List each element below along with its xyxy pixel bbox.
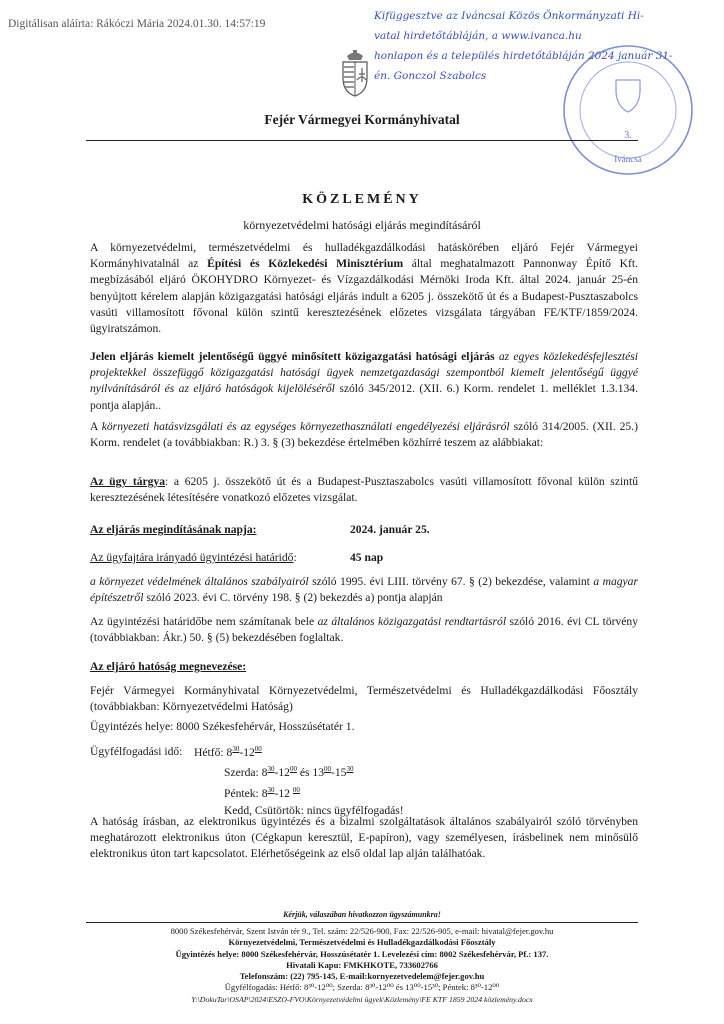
footer-phone-email: Telefonszám: (22) 795-145, E-mail:kornyezetvedelem@fejer.gov.hu [239, 971, 485, 982]
time: 8 [261, 786, 268, 800]
time-sup: 30 [267, 765, 275, 774]
handwritten-line: én. Gonczol Szabolcs [374, 70, 487, 82]
deadline-value: 45 nap [350, 551, 384, 564]
day: Péntek: [224, 786, 259, 800]
page-subtitle: környezetvédelmi hatósági eljárás megindításáról [243, 218, 481, 232]
footer-divider [86, 922, 638, 923]
priority-statement: Jelen eljárás kiemelt jelentőségű üggyé minősített közigazgatási hatósági eljárás [90, 350, 495, 363]
stamp-number: 3. [624, 130, 632, 141]
day: Hétfő: [194, 745, 224, 759]
time-sup: 30 [267, 785, 275, 794]
law-title: a magyar építészetről [90, 575, 638, 605]
subject-paragraph [90, 474, 638, 506]
legal-basis-paragraph [90, 574, 638, 606]
digital-signature-line: Digitálisan aláírta: Rákóczi Mária 2024.01.30. 14:57:19 [8, 18, 266, 30]
text: A környezetvédelmi, természetvédelmi és hulladékgazdálkodási hatáskörében eljáró Fejér Vármegyei Kormányhivatalnál az [90, 241, 638, 271]
deadline-colon: : [293, 551, 297, 564]
handwritten-line: Kifüggesztve az Iváncsai Közös Önkormányzati Hi- [374, 10, 644, 22]
announcement-paragraph [90, 419, 638, 451]
time: 8 [226, 745, 233, 759]
stamp-crest-icon [616, 80, 640, 112]
subject-label: Az ügy tárgya [90, 475, 166, 488]
footer-file-path: Y:\DokuTar\OSAP\2024\ESZO-FVO\Környezetvédelmi ügyek\Közlemény\FE KTF 1859 2024 közlemény.docx [191, 994, 533, 1004]
ministry-name: Építési és Közlekedési Minisztérium [207, 257, 404, 271]
deadline-label [90, 551, 297, 564]
footer-office-address: Ügyintézés helye: 8000 Székesfehérvár, Hosszúsétatér 1. Levelezési cím: 8002 Székesfehérvár, Pf.: 137. [175, 948, 549, 959]
text: Az ügyintézési határidőbe nem számítanak bele [90, 615, 318, 628]
handwritten-line: honlapon és a település hirdetőtábláján 2024 január 31- [374, 50, 673, 62]
regulation-title: környezeti hatásvizsgálati és az egységes környezethasználati engedélyezési eljárásról [101, 420, 510, 433]
page-title: KÖZLEMÉNY [302, 192, 422, 207]
office-hours-row [194, 741, 404, 761]
header-divider [86, 140, 638, 141]
official-stamp [558, 40, 698, 180]
text: szóló 1995. évi LIII. törvény 67. § (2) bekezdése, valamint [308, 575, 594, 588]
office-location: Ügyintézés helye: 8000 Székesfehérvár, Hosszúsétatér 1. [90, 720, 355, 733]
text: szóló 314/2005. (XII. 25.) Korm. rendelet (a továbbiakban: R.) 3. § (3) bekezdése értelmében közhírré teszem az alábbiakat: [90, 420, 638, 450]
law-title: a környezet védelmének általános szabályairól [90, 575, 309, 588]
office-hours-table [194, 741, 404, 820]
time-sup: 00 [324, 765, 331, 774]
day: Szerda: [224, 766, 259, 780]
intro-paragraph [90, 240, 638, 337]
time-sup: 00 [289, 765, 297, 774]
contact-paragraph: A hatóság írásban, az elektronikus ügyintézés és a bizalmi szolgáltatások általános szabályairól szóló törvényben meghatározott elektronikus úton (Cégkapun keresztül, E-papíron), vagy személyesen, írásbelinek nem minősülő elektronikus úton tart kapcsolatot. Elérhetőségeink az első oldal lap alján találhatóak. [90, 815, 638, 861]
time: -12 [239, 745, 255, 759]
footer-gateway: Hivatali Kapu: FMKHKOTE, 733602766 [286, 959, 438, 970]
time: és 13 [296, 766, 324, 780]
text: szóló 2016. évi CL törvény (továbbiakban: Ákr.) 50. § (5) bekezdésében foglaltak. [90, 615, 639, 645]
footer-block [0, 926, 724, 1005]
authority-heading: Az eljáró hatóság megnevezése: [90, 660, 247, 673]
time: -12 [274, 766, 290, 780]
time: -15 [331, 766, 347, 780]
text: szóló 345/2012. (XII. 6.) Korm. rendelet 1. melléklet 1.3.134. pontja alapján.. [90, 382, 638, 412]
text: által meghatalmazott Pannonway Építő Kft. megbízásából eljáró ÖKOHYDRO Környezet- és Vízgazdálkodási Mérnöki Iroda Kft. által 2024. január 25-én benyújtott kérelem alapján közigazgatási hatósági eljárás indult a 6205 j. összekötő út és a Budapest-Pusztaszabolcs vasúti villamosított fővonal külön szintű keresztezésének előzetes vizsgálata tárgyában FE/KTF/1859/2024. ügyiratszámon. [90, 257, 638, 336]
time: -12 [274, 786, 293, 800]
office-hours-label: Ügyfélfogadási idő: [90, 745, 183, 758]
office-hours-closed: Kedd, Csütörtök: nincs ügyfélfogadás! [224, 804, 404, 818]
text: szóló 2023. évi C. törvény 198. § (2) bekezdés a) pontja alapján [143, 591, 443, 605]
footer-address: 8000 Székesfehérvár, Szent István tér 9., Tel. szám: 22/526-900, Fax: 22/526-905, e-mail: hivatal@fejer.gov.hu [170, 926, 554, 936]
priority-paragraph [90, 349, 638, 414]
deadline-exclusion-paragraph [90, 614, 638, 646]
time: 8 [261, 766, 268, 780]
time-sup: 00 [254, 745, 262, 753]
office-hours-row [194, 782, 404, 802]
start-date-value: 2024. január 25. [350, 523, 430, 536]
agency-name: Fejér Vármegyei Kormányhivatal [264, 112, 460, 127]
text: A [90, 420, 102, 433]
stamp-town: Iváncsa [614, 154, 642, 164]
handwritten-line: vatal hirdetőtábláján, a www.ivanca.hu [374, 30, 582, 42]
footer-note: Kérjük, válaszában hivatkozzon ügyszámunkra! [283, 910, 441, 919]
office-hours-row [194, 761, 404, 781]
coat-of-arms-icon [338, 50, 372, 98]
time-sup: 30 [232, 745, 240, 753]
footer-department: Környezetvédelmi, Természetvédelmi és Hulladékgazdálkodási Főosztály [228, 937, 496, 948]
authority-name: Fejér Vármegyei Kormányhivatal Környezetvédelmi, Természetvédelmi és Hulladékgazdálkodási Főosztály (továbbiakban: Környezetvédelmi Hatóság) [90, 684, 638, 714]
start-date-label-text: Az eljárás megindításának napja: [90, 523, 257, 536]
regulation-title: az egyes közlekedésfejlesztési projektekkel összefüggő közigazgatási hatósági ügyek nemzetgazdasági szempontból kiemelt jelentőségű üggyé nyilvánításáról és az eljáró hatóságok kijelöléséről [90, 350, 638, 396]
footer-office-hours: Ügyfélfogadás: Hétfő: 8³⁰-12⁰⁰; Szerda: 8³⁰-12⁰⁰ és 13⁰⁰-15³⁰; Péntek: 8³⁰-12⁰⁰ [224, 982, 500, 993]
law-title: az általános közigazgatási rendtartásról [317, 615, 507, 628]
deadline-label-text: Az ügyfajtára irányadó ügyintézési határidő [90, 551, 294, 564]
subject-text: : a 6205 j. összekötő út és a Budapest-Pusztaszabolcs vasúti villamosított fővonal külön szintű keresztezésének létesítésére vonatkozó előzetes vizsgálat. [90, 475, 638, 505]
time-sup: 30 [346, 765, 354, 774]
time-sup: 00 [292, 785, 300, 794]
start-date-label [90, 523, 257, 536]
